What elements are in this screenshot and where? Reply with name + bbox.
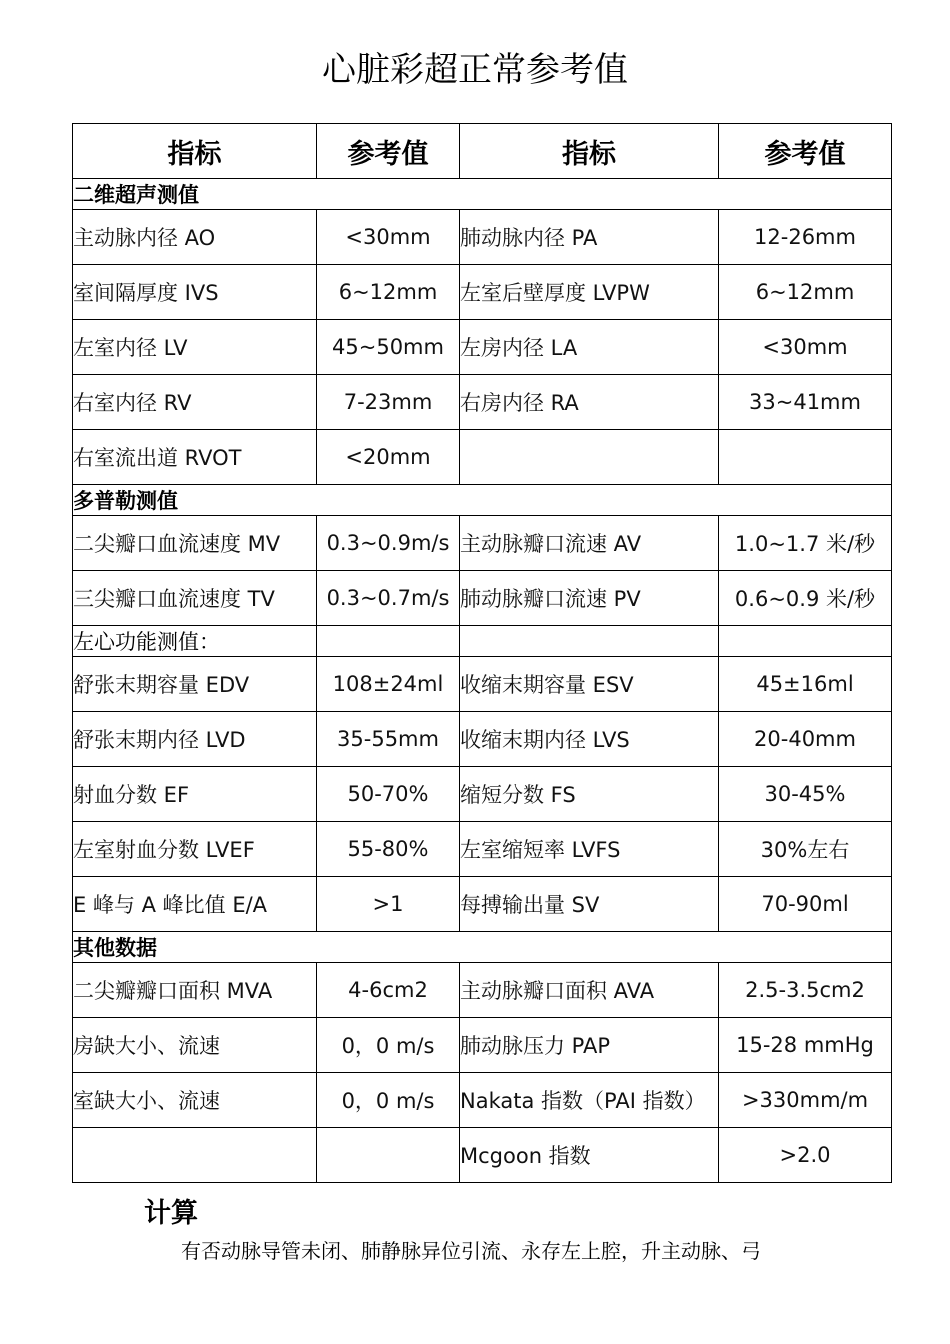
indicator-cell: 右室内径 RV — [73, 375, 317, 430]
section-row-lv-function — [73, 626, 892, 657]
table-row — [73, 1018, 892, 1073]
calc-text: 有否动脉导管未闭、肺静脉异位引流、永存左上腔，升主动脉、弓 — [181, 1239, 761, 1263]
indicator-cell: 左室缩短率 LVFS — [460, 822, 719, 877]
indicator-cell: 右房内径 RA — [460, 375, 719, 430]
indicator-cell: 右室流出道 RVOT — [73, 430, 317, 485]
value-cell: 6~12mm — [317, 265, 460, 320]
indicator-cell: 左室射血分数 LVEF — [73, 822, 317, 877]
value-cell: 15-28 mmHg — [719, 1018, 892, 1073]
section-label-2d: 二维超声测值 — [73, 179, 892, 210]
value-cell: 12-26mm — [719, 210, 892, 265]
section-row-2d — [73, 179, 892, 210]
value-cell: 35-55mm — [317, 712, 460, 767]
value-cell: 0.3~0.7m/s — [317, 571, 460, 626]
value-cell — [317, 1128, 460, 1183]
empty-cell — [460, 626, 719, 657]
value-cell: 4-6cm2 — [317, 963, 460, 1018]
table-row — [73, 265, 892, 320]
indicator-cell: 缩短分数 FS — [460, 767, 719, 822]
section-label-other: 其他数据 — [73, 932, 892, 963]
value-cell: 1.0~1.7 米/秒 — [719, 516, 892, 571]
indicator-cell: 室缺大小、流速 — [73, 1073, 317, 1128]
table-row — [73, 1073, 892, 1128]
indicator-cell: 二尖瓣口血流速度 MV — [73, 516, 317, 571]
indicator-cell: 舒张末期容量 EDV — [73, 657, 317, 712]
value-cell: 30%左右 — [719, 822, 892, 877]
table-header-row — [73, 124, 892, 179]
value-cell: 33~41mm — [719, 375, 892, 430]
header-indicator-1: 指标 — [73, 124, 317, 179]
indicator-cell: 左室内径 LV — [73, 320, 317, 375]
value-cell: 55-80% — [317, 822, 460, 877]
table-row — [73, 877, 892, 932]
value-cell: 0.3~0.9m/s — [317, 516, 460, 571]
empty-cell — [317, 626, 460, 657]
value-cell: >330mm/m — [719, 1073, 892, 1128]
indicator-cell: 收缩末期容量 ESV — [460, 657, 719, 712]
indicator-cell: 肺动脉压力 PAP — [460, 1018, 719, 1073]
indicator-cell: 舒张末期内径 LVD — [73, 712, 317, 767]
table-row — [73, 657, 892, 712]
table-row — [73, 767, 892, 822]
section-label-doppler: 多普勒测值 — [73, 485, 892, 516]
indicator-cell: 肺动脉瓣口流速 PV — [460, 571, 719, 626]
table-row — [73, 712, 892, 767]
indicator-cell: 每搏输出量 SV — [460, 877, 719, 932]
indicator-cell: 主动脉内径 AO — [73, 210, 317, 265]
header-reference-1: 参考值 — [317, 124, 460, 179]
value-cell: 45±16ml — [719, 657, 892, 712]
section-row-doppler — [73, 485, 892, 516]
table-row — [73, 320, 892, 375]
indicator-cell — [460, 430, 719, 485]
section-label-lv-function: 左心功能测值： — [73, 626, 317, 657]
indicator-cell: 左室后壁厚度 LVPW — [460, 265, 719, 320]
table-row — [73, 430, 892, 485]
indicator-cell: 二尖瓣瓣口面积 MVA — [73, 963, 317, 1018]
reference-table — [72, 123, 892, 1183]
value-cell: 0，0 m/s — [317, 1018, 460, 1073]
indicator-cell: Mcgoon 指数 — [460, 1128, 719, 1183]
page-title: 心脏彩超正常参考值 — [322, 50, 628, 90]
table-row — [73, 822, 892, 877]
value-cell: <30mm — [719, 320, 892, 375]
value-cell: 108±24ml — [317, 657, 460, 712]
indicator-cell: 主动脉瓣口流速 AV — [460, 516, 719, 571]
section-row-other — [73, 932, 892, 963]
indicator-cell — [73, 1128, 317, 1183]
value-cell — [719, 430, 892, 485]
header-reference-2: 参考值 — [719, 124, 892, 179]
indicator-cell: 室间隔厚度 IVS — [73, 265, 317, 320]
value-cell: 0.6~0.9 米/秒 — [719, 571, 892, 626]
indicator-cell: 收缩末期内径 LVS — [460, 712, 719, 767]
table-row — [73, 963, 892, 1018]
indicator-cell: 射血分数 EF — [73, 767, 317, 822]
value-cell: 2.5-3.5cm2 — [719, 963, 892, 1018]
value-cell: 70-90ml — [719, 877, 892, 932]
value-cell: 50-70% — [317, 767, 460, 822]
table-row — [73, 210, 892, 265]
indicator-cell: E 峰与 A 峰比值 E/A — [73, 877, 317, 932]
value-cell: 30-45% — [719, 767, 892, 822]
empty-cell — [719, 626, 892, 657]
value-cell: 6~12mm — [719, 265, 892, 320]
table-row — [73, 1128, 892, 1183]
table-row — [73, 516, 892, 571]
indicator-cell: Nakata 指数（PAI 指数） — [460, 1073, 719, 1128]
indicator-cell: 房缺大小、流速 — [73, 1018, 317, 1073]
value-cell: 45~50mm — [317, 320, 460, 375]
value-cell: 20-40mm — [719, 712, 892, 767]
value-cell: <20mm — [317, 430, 460, 485]
indicator-cell: 左房内径 LA — [460, 320, 719, 375]
value-cell: >1 — [317, 877, 460, 932]
value-cell: >2.0 — [719, 1128, 892, 1183]
header-indicator-2: 指标 — [460, 124, 719, 179]
indicator-cell: 三尖瓣口血流速度 TV — [73, 571, 317, 626]
indicator-cell: 肺动脉内径 PA — [460, 210, 719, 265]
calc-heading: 计算 — [144, 1198, 198, 1229]
table-row — [73, 375, 892, 430]
table-row — [73, 571, 892, 626]
value-cell: 7-23mm — [317, 375, 460, 430]
indicator-cell: 主动脉瓣口面积 AVA — [460, 963, 719, 1018]
value-cell: 0，0 m/s — [317, 1073, 460, 1128]
value-cell: <30mm — [317, 210, 460, 265]
